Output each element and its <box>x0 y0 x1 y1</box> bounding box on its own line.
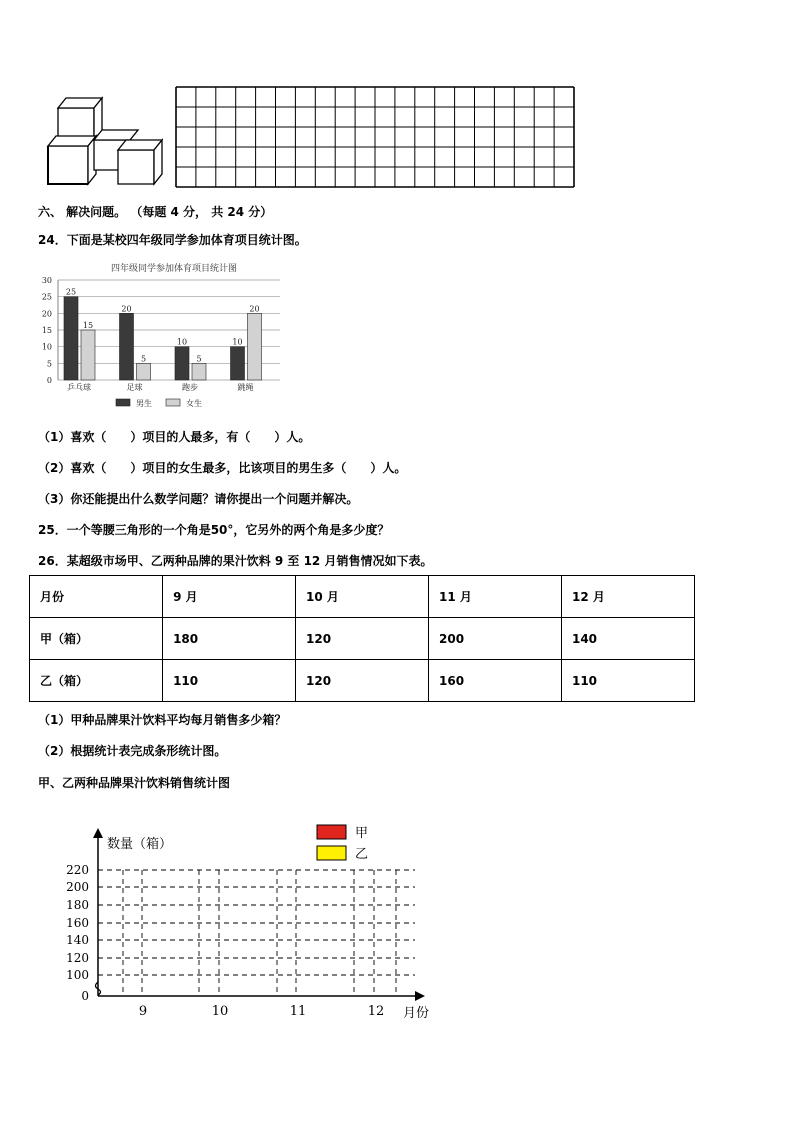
table-cell: 110 <box>163 660 296 702</box>
y-tick-label: 20 <box>41 309 52 319</box>
x-tick-label: 11 <box>289 1004 307 1019</box>
x-tick-label: 跳绳 <box>237 383 254 392</box>
table-header-cell: 11 月 <box>429 576 562 618</box>
x-tick-label: 10 <box>211 1004 229 1019</box>
legend-label: 男生 <box>136 399 152 408</box>
x-tick-label: 乒乓球 <box>67 383 91 392</box>
legend-swatch <box>317 846 346 860</box>
bar-boys <box>175 347 189 380</box>
y-tick-label: 100 <box>66 968 89 982</box>
section-heading: 六、 解决问题。 （每题 4 分， 共 24 分） <box>38 205 273 219</box>
table-header-cell: 月份 <box>30 576 163 618</box>
x-tick-label: 9 <box>138 1004 148 1019</box>
y-tick-label: 160 <box>66 916 89 930</box>
y-tick-label: 120 <box>66 951 89 965</box>
data-label: 25 <box>65 287 77 297</box>
data-label: 20 <box>249 304 260 314</box>
table-cell: 140 <box>561 618 694 660</box>
table-header-cell: 10 月 <box>296 576 429 618</box>
bar-girls <box>137 363 151 380</box>
data-label: 5 <box>196 354 202 364</box>
table-header-cell: 9 月 <box>163 576 296 618</box>
y-tick-label: 200 <box>66 880 89 894</box>
table-cell: 200 <box>429 618 562 660</box>
question-25: 25．一个等腰三角形的一个角是50°，它另外的两个角是多少度？ <box>38 523 390 537</box>
legend-swatch <box>166 399 180 406</box>
drawing-grid[interactable] <box>175 85 575 189</box>
table-cell: 120 <box>296 660 429 702</box>
question-24-part-3: （3）你还能提出什么数学问题？请你提出一个问题并解决。 <box>38 492 359 506</box>
sales-bar-chart-blank[interactable] <box>55 818 445 1024</box>
y-tick-label: 180 <box>66 898 89 912</box>
bar-boys <box>231 347 245 380</box>
table-cell: 180 <box>163 618 296 660</box>
y-tick-label: 5 <box>46 359 52 369</box>
bar-boys <box>120 313 134 380</box>
chart-title: 甲、乙两种品牌果汁饮料销售统计图 <box>38 776 231 790</box>
sports-bar-chart <box>38 259 288 411</box>
data-label: 10 <box>232 337 243 347</box>
x-tick-label: 12 <box>367 1004 385 1019</box>
y-tick-label: 0 <box>46 376 52 385</box>
bar-girls <box>81 330 95 380</box>
y-tick-label: 25 <box>41 292 52 302</box>
table-header-row <box>30 576 695 618</box>
y-tick-label: 30 <box>41 276 52 285</box>
table-row <box>30 660 695 702</box>
legend-swatch <box>116 399 130 406</box>
chart-title: 四年级同学参加体育项目统计图 <box>110 264 238 274</box>
table-cell: 110 <box>561 660 694 702</box>
data-label: 10 <box>176 337 188 347</box>
x-axis-arrow <box>415 991 425 1001</box>
data-label: 15 <box>82 321 94 330</box>
x-tick-label: 跑步 <box>182 383 198 392</box>
bar-boys <box>64 297 78 380</box>
table-cell: 120 <box>296 618 429 660</box>
y-tick-label: 140 <box>66 933 89 947</box>
data-label: 5 <box>140 354 147 364</box>
question-24-part-1: （1）喜欢（ ）项目的人最多，有（ ）人。 <box>38 430 311 444</box>
table-cell: 160 <box>429 660 562 702</box>
question-26-part-2: （2）根据统计表完成条形统计图。 <box>38 744 227 758</box>
bar-girls <box>248 313 262 380</box>
x-axis-label: 月份 <box>403 1006 430 1021</box>
x-tick-label: 足球 <box>126 383 143 392</box>
y-tick-label: 220 <box>66 863 89 877</box>
question-24: 24．下面是某校四年级同学参加体育项目统计图。 <box>38 233 307 247</box>
table-cell: 乙（箱） <box>30 660 163 702</box>
legend-swatch <box>317 825 346 839</box>
table-row <box>30 618 695 660</box>
y-tick-label: 0 <box>81 989 89 1003</box>
y-axis-arrow <box>93 828 103 838</box>
table-header-cell: 12 月 <box>561 576 694 618</box>
y-tick-label: 10 <box>41 342 52 352</box>
question-26: 26．某超级市场甲、乙两种品牌的果汁饮料 9 至 12 月销售情况如下表。 <box>38 554 433 568</box>
legend-label: 甲 <box>355 826 369 841</box>
legend-label: 乙 <box>355 847 369 862</box>
y-tick-label: 15 <box>41 326 52 335</box>
bar-girls <box>192 363 206 380</box>
data-label: 20 <box>121 304 132 314</box>
y-axis-label: 数量（箱） <box>107 837 173 852</box>
cube-stack-figure <box>44 94 168 190</box>
table-cell: 甲（箱） <box>30 618 163 660</box>
sales-table <box>29 575 695 702</box>
legend-label: 女生 <box>186 399 202 408</box>
question-26-part-1: （1）甲种品牌果汁饮料平均每月销售多少箱？ <box>38 713 287 727</box>
question-24-part-2: （2）喜欢（ ）项目的女生最多，比该项目的男生多（ ）人。 <box>38 461 407 475</box>
